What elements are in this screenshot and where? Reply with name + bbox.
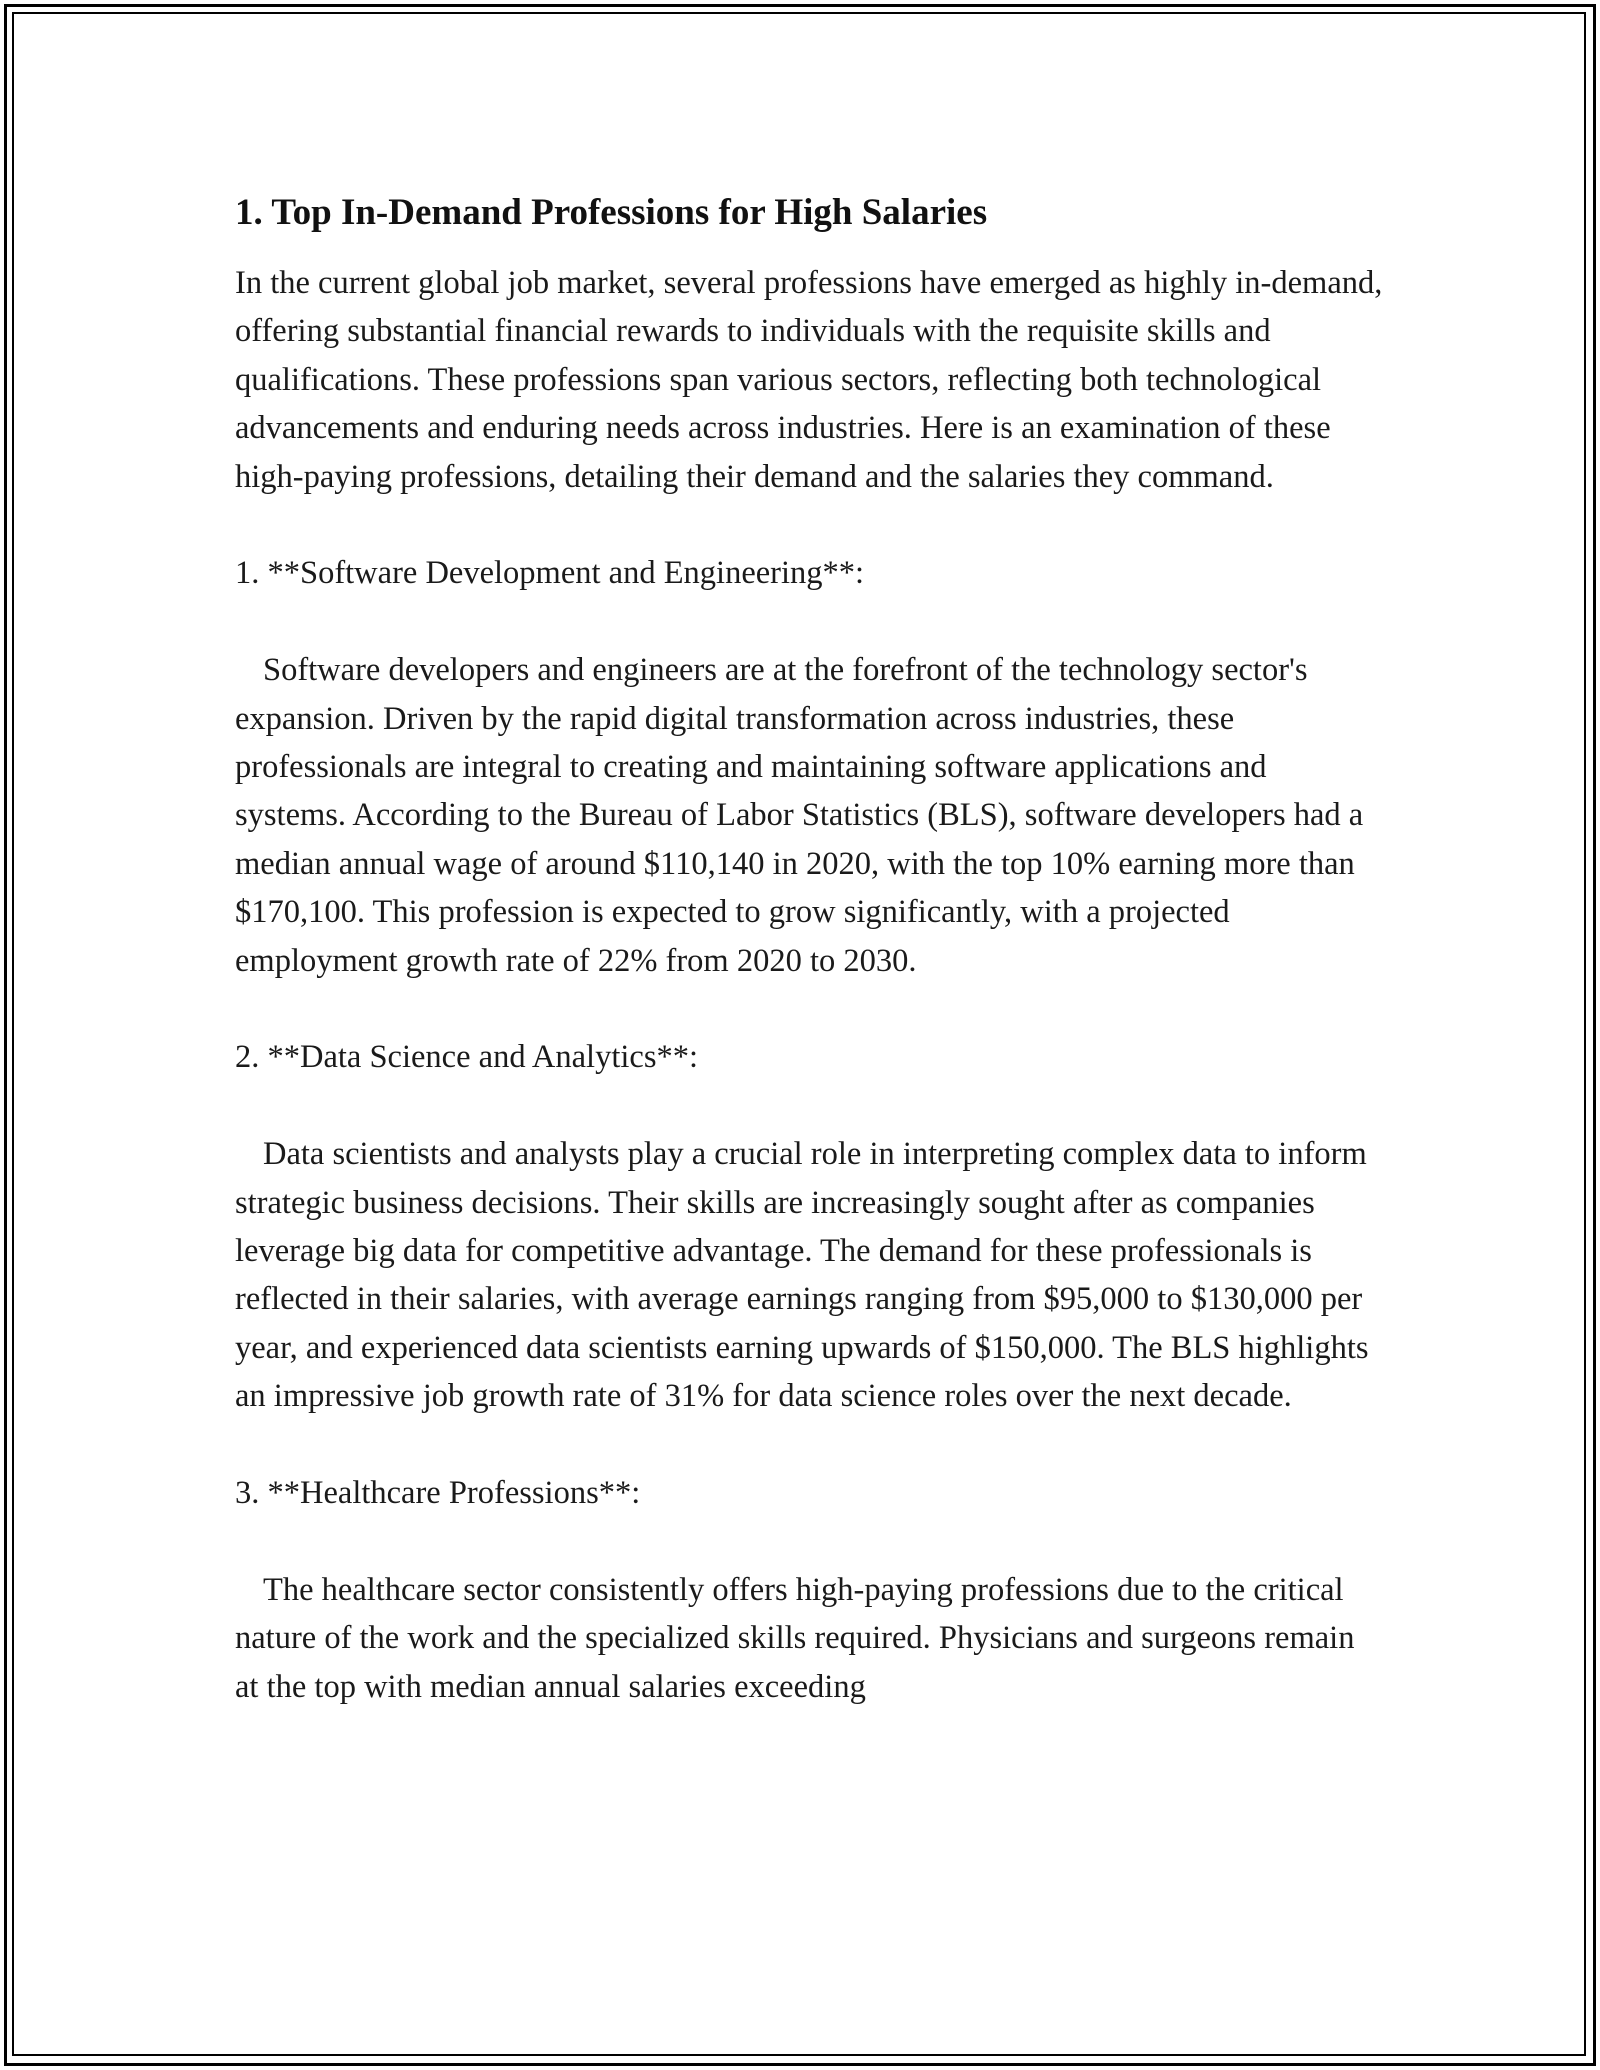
section-heading: 1. Top In-Demand Professions for High Salaries bbox=[235, 192, 988, 233]
document-body bbox=[235, 188, 1391, 1759]
item-body-software: Software developers and engineers are at the forefront of the technology sector's expansion. Driven by the rapid digital transformation across industries, these professionals are integral to creating and maintaining software applications and systems. According to the Bureau of Labor Statistics (BLS), software developers had a median annual wage of around $110,140 in 2020, with the top 10% earning more than $170,100. This profession is expected to grow significantly, with a projected employment growth rate of 22% from 2020 to 2030. bbox=[235, 652, 1372, 979]
item-title-software: 1. **Software Development and Engineering**: bbox=[235, 555, 865, 592]
item-title-data-science: 2. **Data Science and Analytics**: bbox=[235, 1039, 698, 1076]
item-body-data-science: Data scientists and analysts play a crucial role in interpreting complex data to inform strategic business decisions. Their skills are increasingly sought after as companies leverage big data for competitive advantage. The demand for these professionals is reflected in their salaries, with average earnings ranging from $95,000 to $130,000 per year, and experienced data scientists earning upwards of $150,000. The BLS highlights an impressive job growth rate of 31% for data science roles over the next decade. bbox=[235, 1136, 1377, 1415]
intro-paragraph: In the current global job market, several professions have emerged as highly in-demand, offering substantial financial rewards to individuals with the requisite skills and qualifications. These professions span various sectors, reflecting both technological advancements and enduring needs across industries. Here is an examination of these high-paying professions, detailing their demand and the salaries they command. bbox=[235, 265, 1391, 495]
item-title-healthcare: 3. **Healthcare Professions**: bbox=[235, 1475, 641, 1512]
item-body-healthcare: The healthcare sector consistently offers high-paying professions due to the critical nature of the work and the specialized skills required. Physicians and surgeons remain at the top with median annual salaries exceeding bbox=[235, 1571, 1363, 1705]
